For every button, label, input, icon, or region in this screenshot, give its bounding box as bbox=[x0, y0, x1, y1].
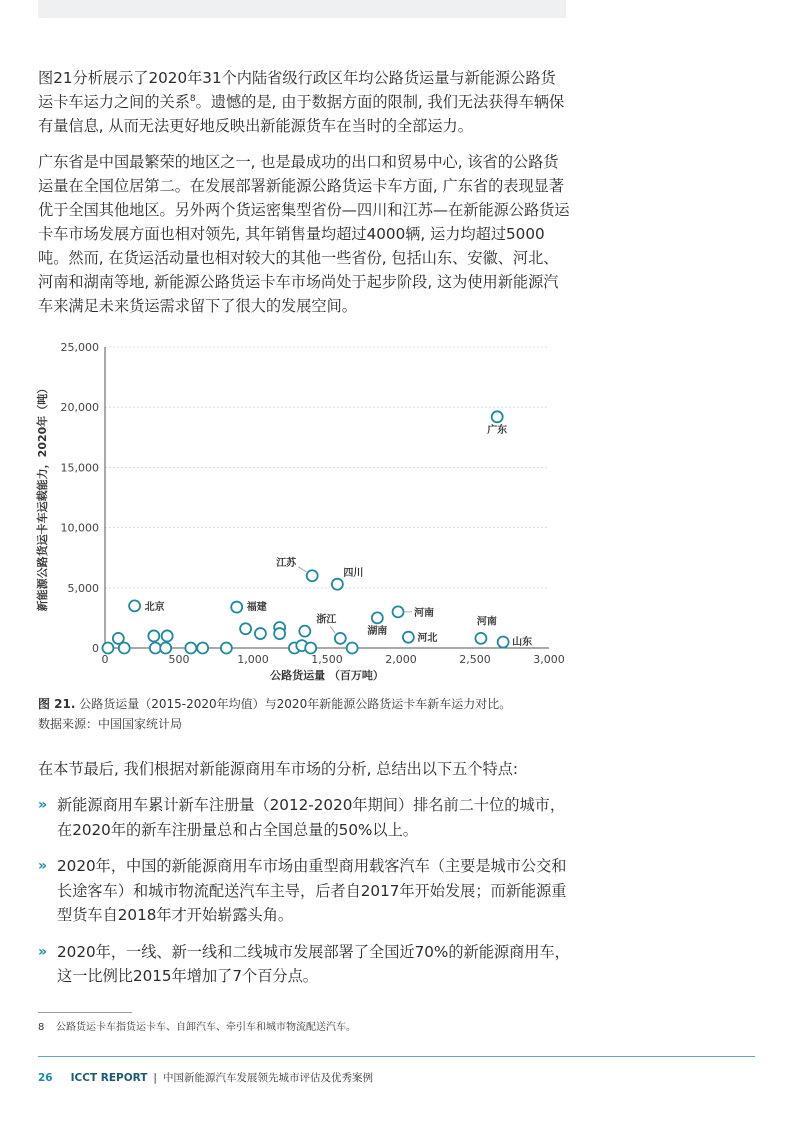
data-point bbox=[221, 643, 232, 654]
y-tick-label: 0 bbox=[92, 642, 99, 655]
paragraph-1: 图21分析展示了2020年31个内陆省级行政区年均公路货运量与新能源公路货运卡车运力之间的关系$^8$。遗憾的是, 由于数据方面的限制, 我们无法获得车辆保有量信息, 从而无法更好地反映出新能源货车在当时的全部运力。 bbox=[38, 69, 565, 135]
scatter-chart bbox=[30, 330, 575, 688]
data-point bbox=[492, 411, 503, 422]
report-title: 中国新能源汽车发展领先城市评估及优秀案例 bbox=[162, 1072, 373, 1084]
list-item: » 2020年，中国的新能源商用车市场由重型商用载客汽车（主要是城市公交和长途客车）和城市物流配送汽车主导，后者自2017年开始发展；而新能源重型货车自2018年才开始崭露头角。 bbox=[38, 854, 578, 928]
bullet-marker: » bbox=[38, 858, 48, 874]
x-tick-label: 2,500 bbox=[459, 653, 491, 666]
data-point bbox=[335, 633, 346, 644]
point-label: 江苏 bbox=[276, 557, 297, 569]
paragraph-3: 在本节最后, 我们根据对新能源商用车市场的分析, 总结出以下五个特点: bbox=[38, 760, 519, 778]
data-point bbox=[255, 628, 266, 639]
x-tick-label: 1,500 bbox=[311, 653, 343, 666]
data-point bbox=[231, 602, 242, 613]
data-point bbox=[150, 643, 161, 654]
data-point bbox=[197, 643, 208, 654]
data-point bbox=[299, 626, 310, 637]
x-tick-label: 500 bbox=[168, 653, 190, 666]
data-point bbox=[148, 630, 159, 641]
leader-line bbox=[298, 567, 306, 572]
report-label: ICCT REPORT bbox=[70, 1072, 148, 1084]
data-point bbox=[403, 632, 414, 643]
data-point bbox=[119, 643, 130, 654]
data-point bbox=[393, 606, 404, 617]
y-axis-title: 新能源公路货运卡车运载能力，2020年（吨） bbox=[36, 382, 49, 612]
plot-grid bbox=[105, 347, 549, 588]
data-point bbox=[274, 628, 285, 639]
footnote-divider bbox=[38, 1012, 132, 1013]
data-point bbox=[498, 636, 509, 647]
data-point bbox=[307, 570, 318, 581]
header-band bbox=[38, 0, 566, 18]
y-tick-label: 5,000 bbox=[67, 581, 99, 595]
data-points bbox=[102, 411, 508, 653]
page-footer: 26 ICCT REPORT | 中国新能源汽车发展领先城市评估及优秀案例 bbox=[38, 1072, 373, 1084]
point-label: 四川 bbox=[343, 568, 364, 580]
point-label: 河南 bbox=[414, 607, 435, 619]
list-item: » 2020年，一线、新一线和二线城市发展部署了全国近70%的新能源商用车，这一比例比2015年增加了7个百分点。 bbox=[38, 940, 578, 989]
footnote-ref[interactable]: 8 bbox=[189, 93, 196, 104]
list-item: » 新能源商用车累计新车注册量（2012-2020年期间）排名前二十位的城市，在2020年的新车注册量总和占全国总量的50%以上。 bbox=[38, 793, 578, 842]
point-label: 河南 bbox=[476, 616, 497, 628]
data-point bbox=[185, 643, 196, 654]
data-point bbox=[475, 633, 486, 644]
data-point bbox=[347, 643, 358, 654]
data-point bbox=[102, 643, 113, 654]
point-label: 湖南 bbox=[367, 625, 388, 637]
point-label: 河北 bbox=[417, 633, 438, 645]
figure-caption: 图 21. 公路货运量（2015-2020年均值）与2020年新能源公路货运卡车新车运力对比。 bbox=[38, 697, 512, 711]
point-label: 福建 bbox=[246, 602, 267, 614]
x-tick-label: 0 bbox=[101, 653, 109, 666]
data-point bbox=[305, 643, 316, 654]
point-label: 广东 bbox=[487, 424, 508, 436]
point-label: 浙江 bbox=[316, 614, 337, 626]
plot-axes bbox=[105, 347, 549, 648]
figure-number: 图 21. bbox=[38, 697, 76, 711]
y-tick-label: 20,000 bbox=[60, 401, 99, 415]
findings-list bbox=[38, 793, 578, 1001]
bullet-marker: » bbox=[38, 943, 48, 960]
data-point bbox=[129, 600, 140, 611]
x-axis-title: 公路货运量 （百万吨） bbox=[270, 669, 384, 682]
point-labels bbox=[145, 423, 533, 648]
footnote: 8 公路货运卡车指货运卡车、自卸汽车、牵引车和城市物流配送汽车。 bbox=[38, 1022, 356, 1033]
data-point bbox=[240, 623, 251, 634]
x-tick-label: 3,000 bbox=[533, 653, 565, 666]
page-number: 26 bbox=[38, 1072, 53, 1084]
paragraph-2: 广东省是中国最繁荣的地区之一, 也是最成功的出口和贸易中心, 该省的公路货运量在全国位居第二。在发展部署新能源公路货运卡车方面, 广东省的表现显著优于全国其他地区。另外两个货运密集型省份—四川和江苏—在新能源公路货运卡车市场发展方面也相对领先, 其年销售量均超过4000辆, 运力均超过5000吨。然而, 在货运活动量也相对较大的其他一些省份, 包括山东、安徽、河北、河南和湖南等地, 新能源公路货运卡车市场尚处于起步阶段, 这为使用新能源汽车来满足未来货运需求留下了很大的发展空间。 bbox=[38, 153, 570, 315]
footer-divider bbox=[38, 1056, 755, 1057]
bullet-marker: » bbox=[38, 797, 48, 813]
data-point bbox=[160, 643, 171, 654]
point-label: 北京 bbox=[144, 601, 165, 613]
x-tick-label: 1,000 bbox=[237, 653, 269, 666]
y-tick-label: 15,000 bbox=[60, 461, 99, 475]
leader-line bbox=[330, 626, 335, 633]
y-tick-label: 10,000 bbox=[60, 521, 99, 535]
data-point bbox=[162, 630, 173, 641]
x-tick-label: 2,000 bbox=[385, 653, 417, 666]
data-point bbox=[372, 612, 383, 623]
figure-source: 数据来源：中国国家统计局 bbox=[38, 717, 183, 731]
data-point bbox=[332, 579, 343, 590]
y-axis-label bbox=[35, 383, 49, 612]
point-label: 山东 bbox=[512, 636, 533, 648]
y-tick-label: 25,000 bbox=[60, 341, 99, 354]
